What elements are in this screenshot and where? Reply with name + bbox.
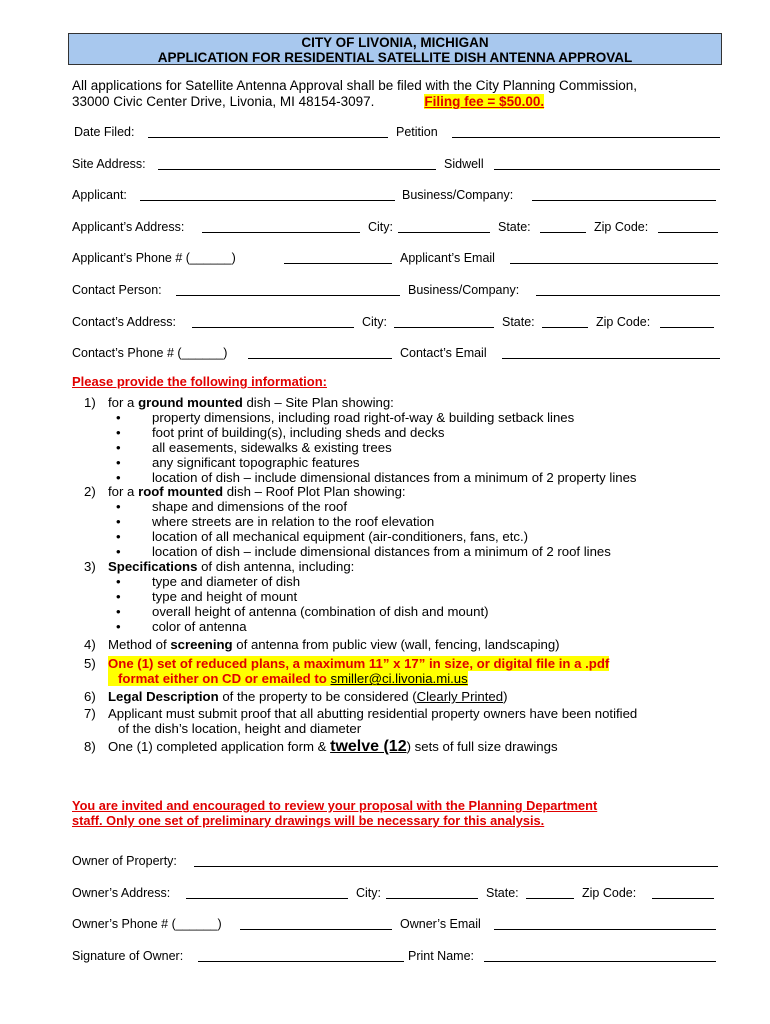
contact-state-label: State:: [502, 315, 535, 329]
applicant-email-field[interactable]: [510, 251, 718, 264]
list-item-2-bullet: • where streets are in relation to the roof elevation: [116, 514, 435, 530]
contact-city-field[interactable]: [394, 315, 494, 328]
owner-zip-field[interactable]: [652, 886, 714, 899]
invite-notice: You are invited and encouraged to review your proposal with the Planning Department staff. Only one set of preliminary drawings will be necessary for this analysis.: [72, 798, 598, 828]
contact-zip-field[interactable]: [660, 315, 714, 328]
list-item-2: 2) for a roof mounted dish – Roof Plot Plan showing:: [84, 484, 406, 500]
petition-field[interactable]: [452, 125, 720, 138]
form-title-line2: APPLICATION FOR RESIDENTIAL SATELLITE DISH ANTENNA APPROVAL: [157, 50, 633, 65]
list-item-4: 4) Method of screening of antenna from public view (wall, fencing, landscaping): [84, 636, 560, 652]
row-applicant-phone: [72, 251, 722, 267]
contact-phone-label: Contact’s Phone # (______): [72, 346, 228, 360]
applicant-field[interactable]: [140, 188, 395, 201]
sidwell-field[interactable]: [494, 157, 720, 170]
applicant-business-field[interactable]: [532, 188, 716, 201]
row-site-sidwell: [72, 157, 722, 173]
signature-label: Signature of Owner:: [72, 949, 184, 963]
row-owner: [72, 854, 722, 870]
date-filed-label: Date Filed:: [74, 125, 135, 139]
contact-email-field[interactable]: [502, 346, 720, 359]
owner-city-field[interactable]: [386, 886, 478, 899]
list-item-6: 6) Legal Description of the property to be considered (Clearly Printed): [84, 689, 508, 705]
intro-line1: All applications for Satellite Antenna Approval shall be filed with the City Planning Commission,: [72, 78, 638, 93]
list-item-5: 5) One (1) set of reduced plans, a maximum 11” x 17” in size, or digital file in a .pdf format either on CD or emailed to smiller@ci.livonia.mi.us: [84, 656, 610, 687]
contact-business-field[interactable]: [536, 283, 720, 296]
date-filed-field[interactable]: [148, 125, 388, 138]
owner-phone-field[interactable]: [240, 917, 392, 930]
applicant-state-field[interactable]: [540, 220, 586, 233]
applicant-city-field[interactable]: [398, 220, 490, 233]
section-heading: Please provide the following information:: [72, 374, 327, 389]
list-item-1-bullet: • foot print of building(s), including sheds and decks: [116, 424, 445, 440]
row-applicant: [72, 188, 722, 204]
list-item-1-bullet: • location of dish – include dimensional distances from a minimum of 2 property lines: [116, 469, 637, 485]
list-item-3: 3) Specifications of dish antenna, including:: [84, 558, 355, 574]
owner-address-field[interactable]: [186, 886, 348, 899]
row-contact-phone: [72, 346, 722, 362]
sidwell-label: Sidwell: [444, 157, 484, 171]
applicant-phone-field[interactable]: [284, 251, 392, 264]
owner-email-label: Owner’s Email: [400, 917, 481, 931]
contact-city-label: City:: [362, 315, 387, 329]
list-item-2-bullet: • shape and dimensions of the roof: [116, 499, 348, 515]
email-link[interactable]: smiller@ci.livonia.mi.us: [330, 671, 468, 687]
print-name-label: Print Name:: [408, 949, 474, 963]
list-item-3-bullet: • type and height of mount: [116, 588, 298, 604]
row-owner-phone: [72, 917, 722, 933]
row-date-petition: [72, 125, 722, 141]
list-item-1-bullet: • any significant topographic features: [116, 454, 360, 470]
contact-person-field[interactable]: [176, 283, 400, 296]
applicant-address-label: Applicant’s Address:: [72, 220, 185, 234]
owner-of-property-field[interactable]: [194, 854, 718, 867]
contact-zip-label: Zip Code:: [596, 315, 651, 329]
petition-label: Petition: [396, 125, 438, 139]
contact-address-field[interactable]: [192, 315, 354, 328]
contact-email-label: Contact’s Email: [400, 346, 487, 360]
form-title-line1: CITY OF LIVONIA, MICHIGAN: [301, 35, 489, 50]
list-item-8: 8) One (1) completed application form & twelve (12) sets of full size drawings: [84, 737, 558, 755]
site-address-field[interactable]: [158, 157, 436, 170]
row-contact-address: [72, 315, 722, 331]
applicant-zip-field[interactable]: [658, 220, 718, 233]
applicant-email-label: Applicant’s Email: [400, 251, 495, 265]
owner-state-label: State:: [486, 886, 519, 900]
owner-address-label: Owner’s Address:: [72, 886, 171, 900]
owner-phone-label: Owner’s Phone # (______): [72, 917, 222, 931]
list-item-1-bullet: • all easements, sidewalks & existing trees: [116, 439, 392, 455]
signature-field[interactable]: [198, 949, 404, 962]
form-title-box: [68, 33, 722, 65]
list-item-2-bullet: • location of all mechanical equipment (air-conditioners, fans, etc.): [116, 529, 529, 545]
list-item-1: 1) for a ground mounted dish – Site Plan showing:: [84, 395, 394, 410]
list-item-3-bullet: • type and diameter of dish: [116, 573, 301, 589]
owner-email-field[interactable]: [494, 917, 716, 930]
list-item-3-bullet: • color of antenna: [116, 618, 247, 634]
contact-person-label: Contact Person:: [72, 283, 162, 297]
owner-state-field[interactable]: [526, 886, 574, 899]
intro-line2: 33000 Civic Center Drive, Livonia, MI 48154-3097.: [72, 94, 375, 109]
filing-fee: Filing fee = $50.00.: [424, 94, 545, 109]
requirements-list: [72, 396, 732, 755]
row-owner-address: [72, 886, 722, 902]
applicant-state-label: State:: [498, 220, 531, 234]
row-applicant-address: [72, 220, 722, 236]
applicant-city-label: City:: [368, 220, 393, 234]
list-item-3-bullet: • overall height of antenna (combination of dish and mount): [116, 603, 489, 619]
list-item-1-bullet: • property dimensions, including road right-of-way & building setback lines: [116, 409, 575, 425]
print-name-field[interactable]: [484, 949, 716, 962]
contact-business-label: Business/Company:: [408, 283, 520, 297]
row-signature: [72, 949, 722, 965]
owner-zip-label: Zip Code:: [582, 886, 637, 900]
intro-paragraph: [72, 78, 732, 110]
owner-city-label: City:: [356, 886, 381, 900]
list-item-7: 7) Applicant must submit proof that all abutting residential property owners have been notified of the dish’s location, height and diameter: [84, 706, 638, 737]
contact-state-field[interactable]: [542, 315, 588, 328]
contact-address-label: Contact’s Address:: [72, 315, 176, 329]
applicant-label: Applicant:: [72, 188, 127, 202]
owner-of-property-label: Owner of Property:: [72, 854, 177, 868]
applicant-business-label: Business/Company:: [402, 188, 514, 202]
list-item-2-bullet: • location of dish – include dimensional distances from a minimum of 2 roof lines: [116, 544, 611, 560]
site-address-label: Site Address:: [72, 157, 146, 171]
applicant-address-field[interactable]: [202, 220, 360, 233]
applicant-zip-label: Zip Code:: [594, 220, 649, 234]
row-contact-person: [72, 283, 722, 299]
applicant-phone-label: Applicant’s Phone # (______): [72, 251, 236, 265]
contact-phone-field[interactable]: [248, 346, 392, 359]
